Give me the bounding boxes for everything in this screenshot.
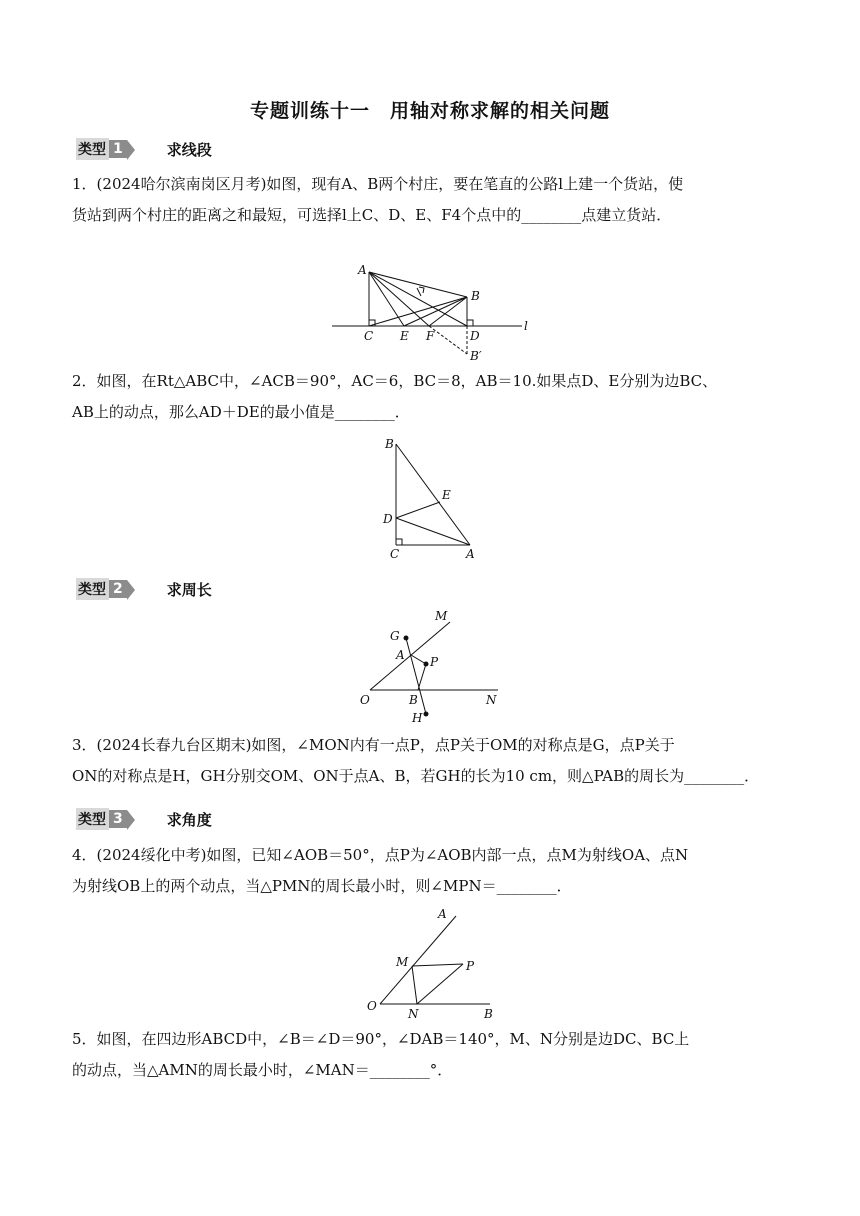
type-header-1 bbox=[76, 138, 212, 160]
label-b: B bbox=[385, 437, 394, 451]
type-word: 类型 bbox=[76, 578, 109, 600]
figure-1 bbox=[330, 258, 540, 366]
point-h bbox=[424, 712, 429, 717]
label-o: O bbox=[360, 693, 370, 707]
label-h: H bbox=[412, 711, 423, 725]
label-a: A bbox=[396, 648, 405, 662]
page-title: 专题训练十一 用轴对称求解的相关问题 bbox=[249, 100, 610, 122]
problem-2-line-2: AB上的动点，那么AD＋DE的最小值是________． bbox=[72, 403, 410, 421]
problem-5-line-2: 的动点，当△AMN的周长最小时，∠MAN＝________°． bbox=[72, 1061, 453, 1079]
label-a: A bbox=[466, 547, 475, 561]
label-d: D bbox=[383, 512, 393, 526]
label-b: B bbox=[484, 1007, 493, 1021]
label-p: P bbox=[430, 655, 439, 669]
label-e: E bbox=[442, 488, 451, 502]
type-number: 3 bbox=[109, 810, 127, 828]
type-badge bbox=[76, 138, 127, 160]
label-g: G bbox=[390, 629, 400, 643]
problem-5 bbox=[72, 1024, 792, 1086]
type-badge bbox=[76, 808, 127, 830]
label-n: N bbox=[408, 1007, 419, 1021]
type-number: 2 bbox=[109, 580, 127, 598]
label-m: M bbox=[435, 609, 448, 623]
problem-1-line-2: 货站到两个村庄的距离之和最短，可选择l上C、D、E、F4个点中的________点建立货站． bbox=[72, 206, 672, 224]
label-c: C bbox=[390, 547, 400, 561]
label-e: E bbox=[400, 329, 409, 343]
label-c: C bbox=[364, 329, 374, 343]
type-word: 类型 bbox=[76, 808, 109, 830]
problem-2 bbox=[72, 366, 792, 428]
label-a: A bbox=[358, 263, 367, 277]
type-header-3 bbox=[76, 808, 212, 830]
problem-3-line-2: ON的对称点是H，GH分别交OM、ON于点A、B，若GH的长为10 cm，则△PAB的周长为________． bbox=[72, 767, 760, 785]
type-label: 求角度 bbox=[166, 810, 212, 829]
figure-2 bbox=[378, 432, 488, 564]
problem-3-line-1: 3．(2024长春九台区期末)如图，∠MON内有一点P，点P关于OM的对称点是G，点P关于 bbox=[72, 736, 675, 754]
label-p: P bbox=[466, 959, 475, 973]
point-p bbox=[424, 662, 429, 667]
type-badge bbox=[76, 578, 127, 600]
figure-3 bbox=[352, 604, 512, 726]
type-word: 类型 bbox=[76, 138, 109, 160]
label-m: M bbox=[396, 955, 409, 969]
label-n: N bbox=[486, 693, 497, 707]
problem-4-line-2: 为射线OB上的两个动点，当△PMN的周长最小时，则∠MPN＝________． bbox=[72, 877, 572, 895]
label-d: D bbox=[470, 329, 480, 343]
problem-1 bbox=[72, 169, 792, 231]
problem-5-line-1: 5．如图，在四边形ABCD中，∠B＝∠D＝90°，∠DAB＝140°，M、N分别是边DC、BC上 bbox=[72, 1030, 690, 1048]
type-label: 求周长 bbox=[166, 580, 212, 599]
label-f: F bbox=[426, 329, 435, 343]
point-g bbox=[404, 636, 409, 641]
type-number: 1 bbox=[109, 140, 127, 158]
label-b: B bbox=[471, 289, 480, 303]
label-b-prime: B′ bbox=[470, 349, 482, 363]
label-b: B bbox=[409, 693, 418, 707]
problem-4-line-1: 4．(2024绥化中考)如图，已知∠AOB＝50°，点P为∠AOB内部一点，点M为射线OA、点N bbox=[72, 846, 689, 864]
label-l: l bbox=[524, 319, 528, 333]
label-a: A bbox=[438, 907, 447, 921]
problem-4 bbox=[72, 840, 792, 902]
problem-3 bbox=[72, 730, 792, 792]
label-o: O bbox=[367, 999, 377, 1013]
type-header-2 bbox=[76, 578, 212, 600]
figure-4 bbox=[360, 906, 510, 1022]
problem-2-line-1: 2．如图，在Rt△ABC中，∠ACB＝90°，AC＝6，BC＝8，AB＝10.如果点D、E分别为边BC、 bbox=[72, 372, 718, 390]
problem-1-line-1: 1．(2024哈尔滨南岗区月考)如图，现有A、B两个村庄，要在笔直的公路l上建一个货站，使 bbox=[72, 175, 684, 193]
type-label: 求线段 bbox=[166, 140, 212, 159]
